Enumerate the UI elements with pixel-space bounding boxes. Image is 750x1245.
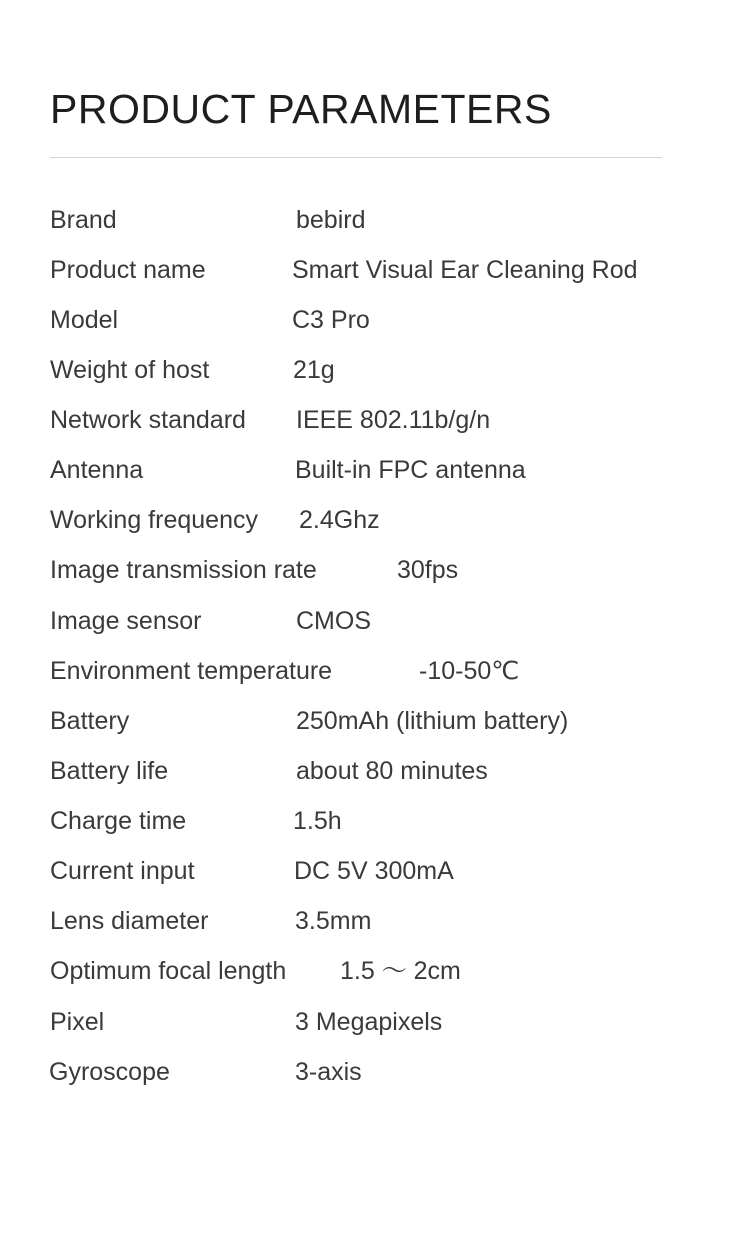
param-row-antenna	[0, 450, 750, 490]
param-row-pixel	[0, 1002, 750, 1042]
param-label: Environment temperature	[50, 657, 333, 685]
param-value: 3-axis	[295, 1058, 362, 1086]
param-row-gyroscope	[0, 1052, 750, 1092]
param-value: 1.5 ～ 2cm	[340, 957, 461, 985]
param-label: Battery life	[50, 757, 169, 785]
param-label: Product name	[50, 256, 206, 284]
param-label: Weight of host	[50, 356, 210, 384]
param-label: Gyroscope	[49, 1058, 170, 1086]
page-title: PRODUCT PARAMETERS	[50, 86, 552, 132]
param-value: Smart Visual Ear Cleaning Rod	[292, 256, 638, 284]
param-label: Battery	[50, 707, 130, 735]
param-row-image-transmission-rate	[0, 550, 750, 590]
param-label: Pixel	[50, 1008, 105, 1036]
param-label: Image sensor	[50, 607, 202, 635]
param-value: about 80 minutes	[296, 757, 488, 785]
param-label: Antenna	[50, 456, 144, 484]
param-value: 250mAh (lithium battery)	[296, 707, 569, 735]
param-row-lens-diameter	[0, 901, 750, 941]
param-label: Current input	[50, 857, 195, 885]
param-row-working-frequency	[0, 500, 750, 540]
param-row-network-standard	[0, 400, 750, 440]
param-value: Built-in FPC antenna	[295, 456, 526, 484]
param-value: 30fps	[397, 556, 459, 584]
param-label: Network standard	[50, 406, 246, 434]
param-value: 2.4Ghz	[299, 506, 380, 534]
param-value: CMOS	[296, 607, 371, 635]
param-label: Brand	[50, 206, 117, 234]
param-label: Model	[50, 306, 119, 334]
param-row-environment-temperature	[0, 651, 750, 691]
param-row-product-name	[0, 250, 750, 290]
param-value: 3.5mm	[295, 907, 372, 935]
param-value: bebird	[296, 206, 366, 234]
param-row-optimum-focal-length	[0, 951, 750, 991]
param-label: Image transmission rate	[50, 556, 317, 584]
param-row-image-sensor	[0, 601, 750, 641]
param-row-battery	[0, 701, 750, 741]
param-label: Optimum focal length	[50, 957, 287, 985]
param-label: Working frequency	[50, 506, 258, 534]
param-row-brand	[0, 200, 750, 240]
param-row-charge-time	[0, 801, 750, 841]
param-row-weight	[0, 350, 750, 390]
param-row-current-input	[0, 851, 750, 891]
param-label: Charge time	[50, 807, 187, 835]
param-value: 21g	[293, 356, 335, 384]
param-label: Lens diameter	[50, 907, 209, 935]
param-value: DC 5V 300mA	[294, 857, 454, 885]
param-value: 3 Megapixels	[295, 1008, 443, 1036]
param-row-battery-life	[0, 751, 750, 791]
param-value: 1.5h	[293, 807, 342, 835]
param-value: C3 Pro	[292, 306, 370, 334]
param-value: IEEE 802.11b/g/n	[296, 406, 491, 434]
param-row-model	[0, 300, 750, 340]
param-value: -10-50℃	[419, 657, 520, 685]
title-divider	[50, 157, 662, 158]
